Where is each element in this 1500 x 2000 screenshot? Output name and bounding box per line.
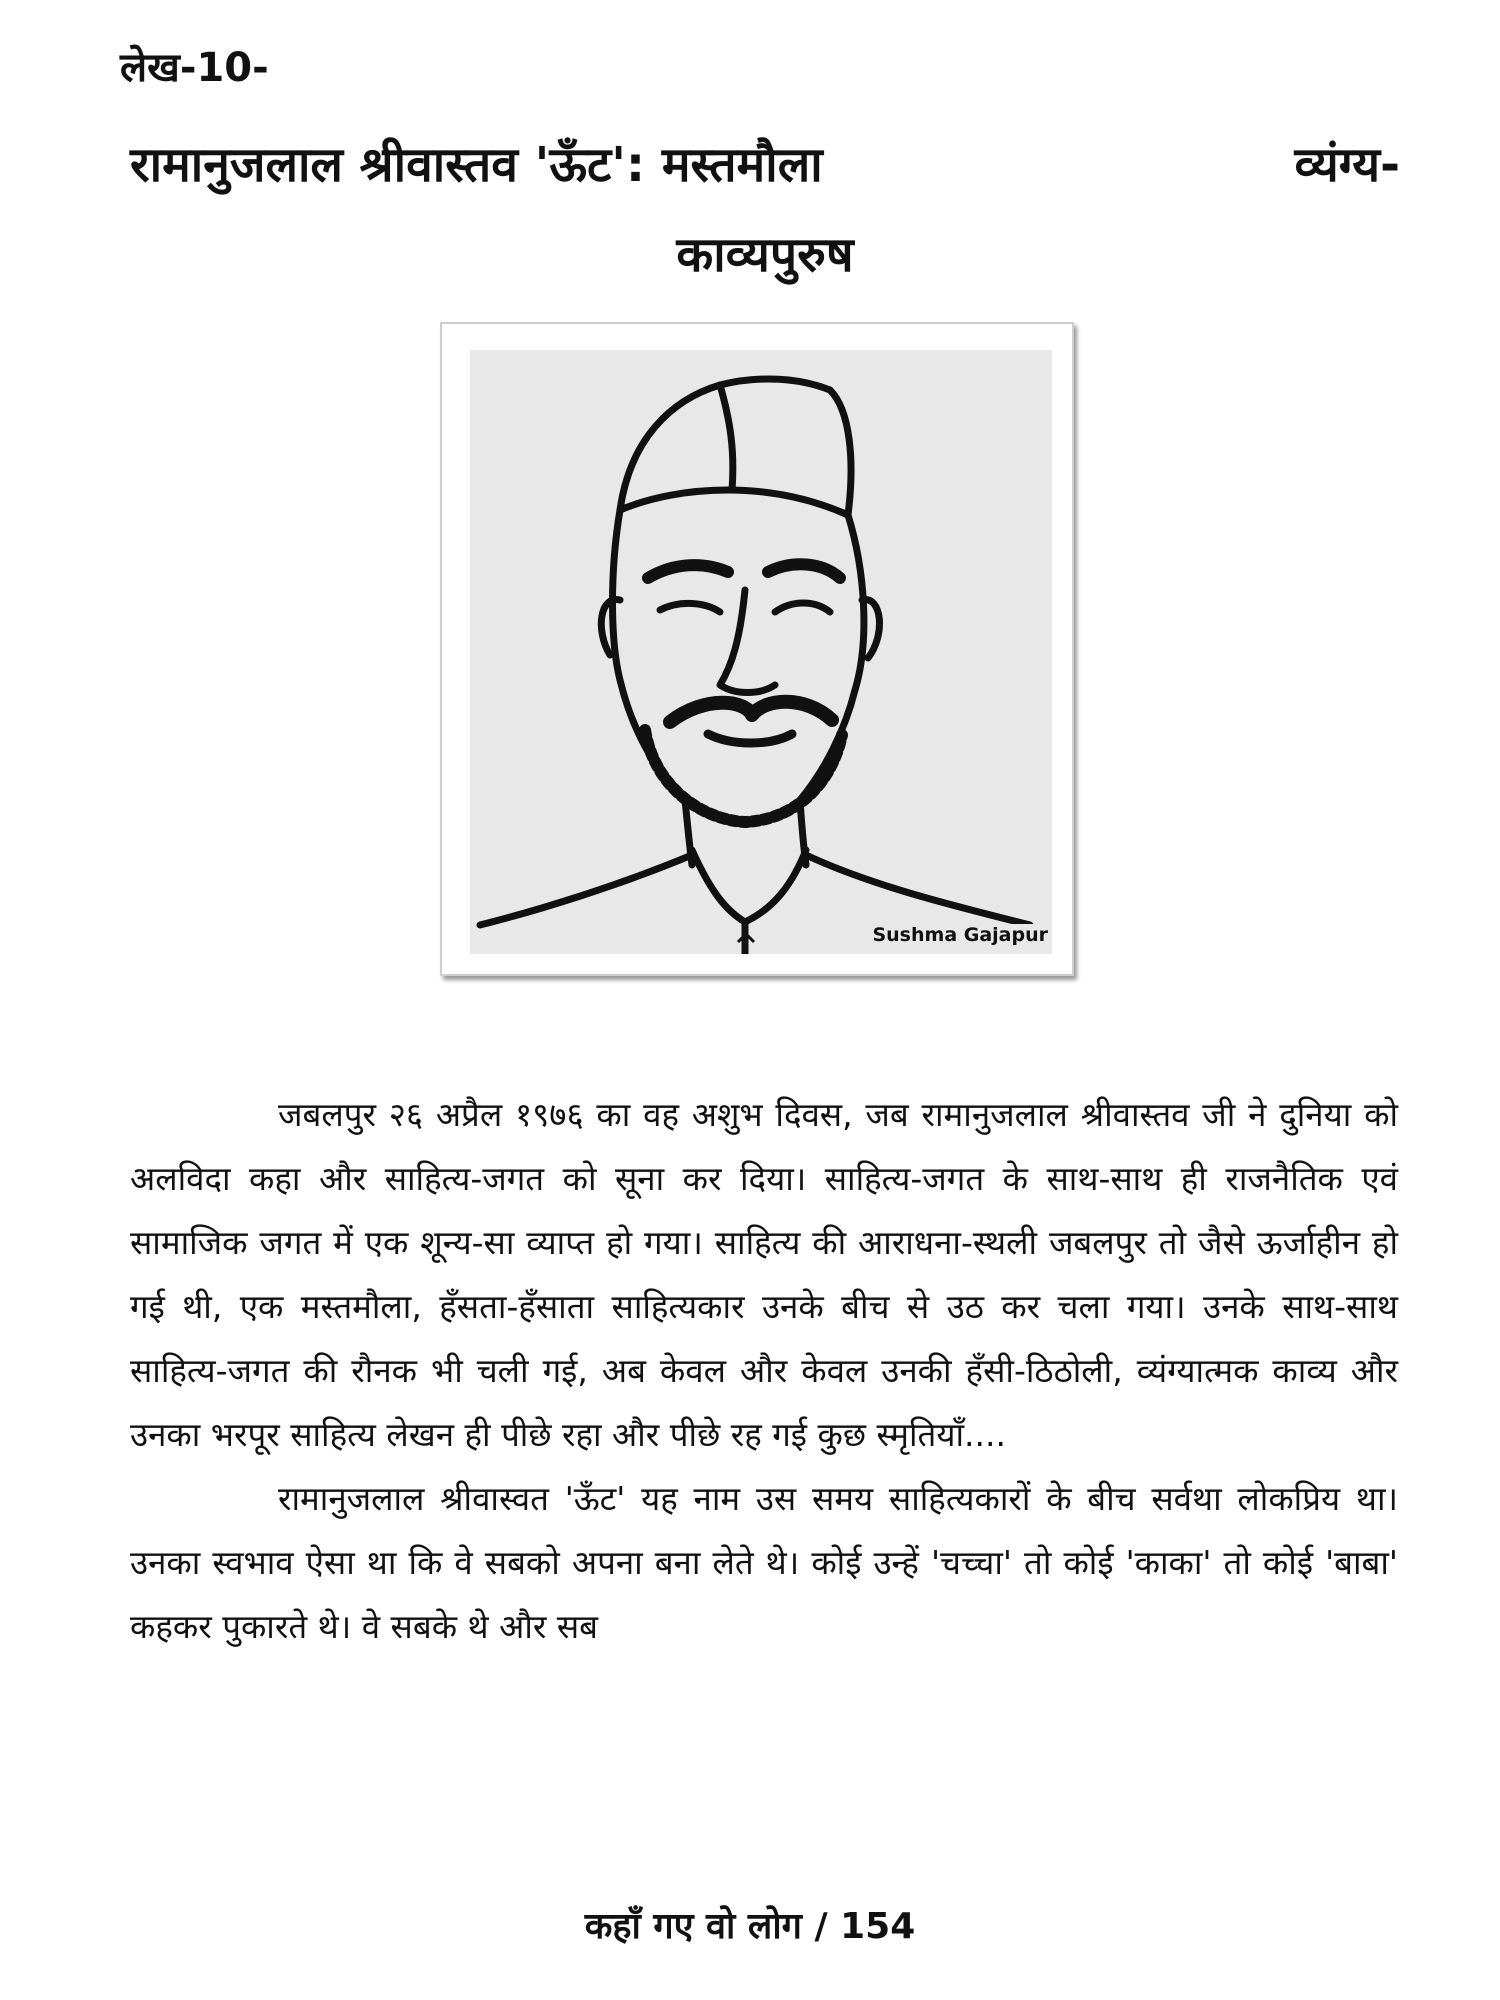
right-brow	[768, 564, 840, 578]
article-number: लेख-10-	[120, 45, 269, 91]
title-line-1	[130, 120, 1400, 210]
portrait-drawing	[470, 350, 1052, 954]
nose	[720, 590, 775, 693]
artist-credit: Sushma Gajapur	[872, 924, 1048, 946]
moustache	[670, 702, 832, 722]
collar	[692, 850, 806, 922]
paragraph-1: जबलपुर २६ अप्रैल १९७६ का वह अशुभ दिवस, जब रामानुजलाल श्रीवास्तव जी ने दुनिया को अलविदा कहा और साहित्य-जगत को सूना कर दिया। साहित्य-जगत के साथ-साथ ही राजनैतिक एवं सामाजिक जगत में एक शून्य-सा व्याप्त हो गया। साहित्य की आराधना-स्थली जबलपुर तो जैसे ऊर्जाहीन हो गई थी, एक मस्तमौला, हँसता-हँसाता साहित्यकार उनके बीच से उठ कर चला गया। उनके साथ-साथ साहित्य-जगत की रौनक भी चली गई, अब केवल और केवल उनकी हँसी-ठिठोली, व्यंग्यात्मक काव्य और उनका भरपूर साहित्य लेखन ही पीछे रहा और पीछे रह गई कुछ स्मृतियाँ....	[130, 1095, 1398, 1454]
title-trailing-text: व्यंग्य-	[1294, 137, 1400, 193]
portrait-frame	[440, 322, 1074, 976]
article-title	[130, 120, 1400, 300]
title-line-2: काव्यपुरुष	[676, 227, 854, 283]
portrait-sketch	[470, 350, 1052, 954]
right-shoulder	[806, 855, 1030, 925]
cap-band	[620, 490, 848, 515]
article-body	[130, 1083, 1398, 1659]
left-eye	[660, 603, 720, 612]
right-eye	[775, 603, 830, 612]
cap-fold	[720, 385, 733, 490]
title-main-text: रामानुजलाल श्रीवास्तव 'ऊँट': मस्तमौला	[130, 137, 823, 193]
left-brow	[648, 565, 728, 578]
paragraph-2: रामानुजलाल श्रीवास्वत 'ऊँट' यह नाम उस समय साहित्यकारों के बीच सर्वथा लोकप्रिय था। उनका स्वभाव ऐसा था कि वे सबको अपना बना लेते थे। कोई उन्हें 'चच्चा' तो कोई 'काका' तो कोई 'बाबा' कहकर पुकारते थे। वे सबके थे और सब	[130, 1479, 1398, 1646]
mouth	[708, 734, 792, 743]
left-shoulder	[480, 855, 692, 925]
page-footer: कहाँ गए वो लोग / 154	[584, 1906, 916, 1947]
